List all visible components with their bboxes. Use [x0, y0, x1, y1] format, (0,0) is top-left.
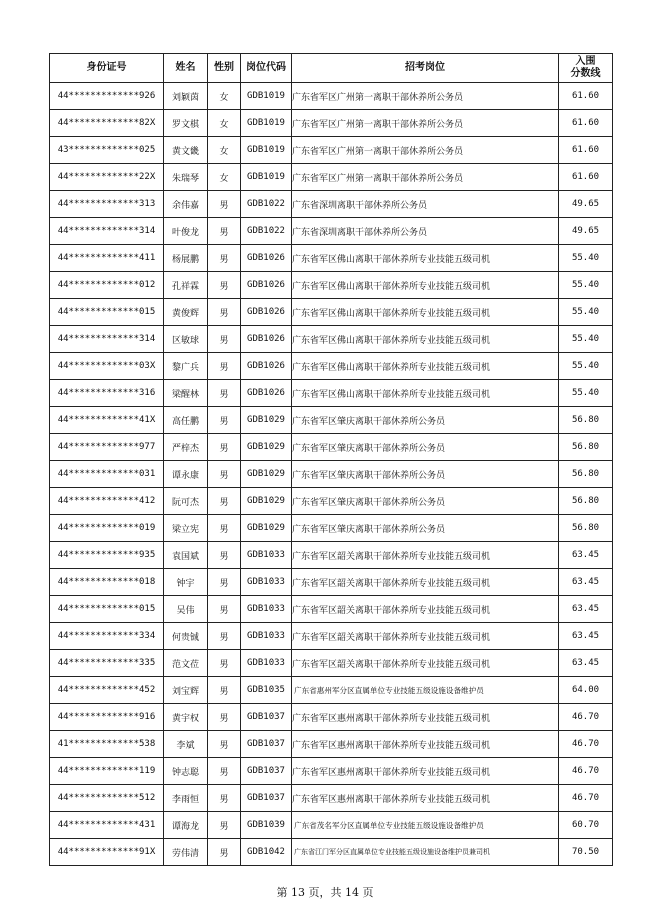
- gender-cell: 男: [208, 218, 241, 245]
- score-cell: 60.70: [559, 812, 613, 839]
- post-cell: 广东省军区广州第一离职干部休养所公务员: [292, 83, 559, 110]
- post-code-cell: GDB1019: [241, 83, 292, 110]
- id-cell: 44*************22X: [50, 164, 164, 191]
- table-header-row: [50, 54, 613, 83]
- table-row: [50, 677, 613, 704]
- name-cell: 劳伟清: [164, 839, 208, 866]
- table-row: [50, 434, 613, 461]
- gender-cell: 男: [208, 434, 241, 461]
- id-cell: 44*************313: [50, 191, 164, 218]
- id-cell: 43*************025: [50, 137, 164, 164]
- score-cell: 63.45: [559, 650, 613, 677]
- id-cell: 44*************512: [50, 785, 164, 812]
- name-cell: 罗文棋: [164, 110, 208, 137]
- name-cell: 黄宇权: [164, 704, 208, 731]
- gender-cell: 男: [208, 191, 241, 218]
- post-code-cell: GDB1033: [241, 623, 292, 650]
- score-cell: 63.45: [559, 542, 613, 569]
- post-cell: 广东省军区惠州离职干部休养所专业技能五级司机: [292, 785, 559, 812]
- name-cell: 孔祥霖: [164, 272, 208, 299]
- post-cell: 广东省军区佛山离职干部休养所专业技能五级司机: [292, 272, 559, 299]
- post-cell: 广东省军区惠州离职干部休养所专业技能五级司机: [292, 758, 559, 785]
- post-cell: 广东省军区韶关离职干部休养所专业技能五级司机: [292, 596, 559, 623]
- post-code-cell: GDB1026: [241, 380, 292, 407]
- id-cell: 44*************335: [50, 650, 164, 677]
- post-cell: 广东省军区肇庆离职干部休养所公务员: [292, 488, 559, 515]
- gender-cell: 男: [208, 677, 241, 704]
- table-row: [50, 380, 613, 407]
- gender-cell: 男: [208, 812, 241, 839]
- post-cell: 广东省军区佛山离职干部休养所专业技能五级司机: [292, 326, 559, 353]
- name-cell: 杨展鹏: [164, 245, 208, 272]
- table-row: [50, 704, 613, 731]
- post-cell: 广东省军区佛山离职干部休养所专业技能五级司机: [292, 380, 559, 407]
- table-row: [50, 596, 613, 623]
- id-cell: 44*************411: [50, 245, 164, 272]
- table-row: [50, 407, 613, 434]
- id-cell: 44*************119: [50, 758, 164, 785]
- name-cell: 叶俊龙: [164, 218, 208, 245]
- id-cell: 44*************314: [50, 218, 164, 245]
- table-row: [50, 137, 613, 164]
- name-cell: 袁国斌: [164, 542, 208, 569]
- score-cell: 46.70: [559, 704, 613, 731]
- table-row: [50, 569, 613, 596]
- post-code-cell: GDB1033: [241, 569, 292, 596]
- post-cell: 广东省惠州军分区直属单位专业技能五级设施设备维护员: [292, 677, 559, 704]
- post-code-cell: GDB1029: [241, 461, 292, 488]
- name-cell: 吴伟: [164, 596, 208, 623]
- table-row: [50, 785, 613, 812]
- post-code-cell: GDB1026: [241, 272, 292, 299]
- post-cell: 广东省军区佛山离职干部休养所专业技能五级司机: [292, 353, 559, 380]
- post-cell: 广东省军区韶关离职干部休养所专业技能五级司机: [292, 623, 559, 650]
- name-cell: 高任鹏: [164, 407, 208, 434]
- gender-cell: 男: [208, 245, 241, 272]
- score-cell: 49.65: [559, 218, 613, 245]
- post-code-cell: GDB1037: [241, 758, 292, 785]
- header-id: 身份证号: [50, 54, 164, 83]
- score-cell: 56.80: [559, 407, 613, 434]
- name-cell: 区敏球: [164, 326, 208, 353]
- score-cell: 70.50: [559, 839, 613, 866]
- header-score: [559, 54, 613, 83]
- id-cell: 44*************41X: [50, 407, 164, 434]
- post-cell: 广东省茂名军分区直属单位专业技能五级设施设备维护员: [292, 812, 559, 839]
- table-row: [50, 83, 613, 110]
- post-cell: 广东省军区广州第一离职干部休养所公务员: [292, 164, 559, 191]
- name-cell: 范文莅: [164, 650, 208, 677]
- id-cell: 44*************977: [50, 434, 164, 461]
- gender-cell: 男: [208, 407, 241, 434]
- gender-cell: 男: [208, 704, 241, 731]
- score-cell: 63.45: [559, 596, 613, 623]
- page-footer: 第 13 页，共 14 页: [276, 886, 374, 899]
- name-cell: 李斌: [164, 731, 208, 758]
- name-cell: 黄俊辉: [164, 299, 208, 326]
- gender-cell: 男: [208, 596, 241, 623]
- id-cell: 44*************334: [50, 623, 164, 650]
- id-cell: 44*************031: [50, 461, 164, 488]
- id-cell: 44*************03X: [50, 353, 164, 380]
- post-code-cell: GDB1029: [241, 434, 292, 461]
- name-cell: 李雨恒: [164, 785, 208, 812]
- score-cell: 55.40: [559, 380, 613, 407]
- table-row: [50, 488, 613, 515]
- post-code-cell: GDB1029: [241, 515, 292, 542]
- name-cell: 梁立宪: [164, 515, 208, 542]
- post-cell: 广东省军区肇庆离职干部休养所公务员: [292, 461, 559, 488]
- id-cell: 44*************82X: [50, 110, 164, 137]
- post-cell: 广东省深圳离职干部休养所公务员: [292, 218, 559, 245]
- table-row: [50, 326, 613, 353]
- id-cell: 44*************935: [50, 542, 164, 569]
- post-code-cell: GDB1022: [241, 218, 292, 245]
- score-cell: 56.80: [559, 461, 613, 488]
- name-cell: 黄文畿: [164, 137, 208, 164]
- id-cell: 44*************015: [50, 299, 164, 326]
- post-code-cell: GDB1033: [241, 542, 292, 569]
- gender-cell: 男: [208, 353, 241, 380]
- gender-cell: 男: [208, 542, 241, 569]
- post-cell: 广东省军区韶关离职干部休养所专业技能五级司机: [292, 569, 559, 596]
- post-code-cell: GDB1029: [241, 407, 292, 434]
- score-cell: 46.70: [559, 785, 613, 812]
- name-cell: 钟宇: [164, 569, 208, 596]
- post-code-cell: GDB1019: [241, 164, 292, 191]
- id-cell: 44*************316: [50, 380, 164, 407]
- id-cell: 44*************012: [50, 272, 164, 299]
- table-row: [50, 191, 613, 218]
- table-row: [50, 650, 613, 677]
- header-score-line1: 入围: [575, 56, 596, 67]
- name-cell: 朱瑞琴: [164, 164, 208, 191]
- name-cell: 刘宝辉: [164, 677, 208, 704]
- gender-cell: 男: [208, 299, 241, 326]
- table-row: [50, 353, 613, 380]
- id-cell: 44*************91X: [50, 839, 164, 866]
- post-cell: 广东省军区肇庆离职干部休养所公务员: [292, 434, 559, 461]
- post-cell: 广东省军区肇庆离职干部休养所公务员: [292, 407, 559, 434]
- gender-cell: 男: [208, 515, 241, 542]
- gender-cell: 女: [208, 83, 241, 110]
- table-row: [50, 542, 613, 569]
- header-gender: 性别: [208, 54, 241, 83]
- name-cell: 黎广兵: [164, 353, 208, 380]
- post-code-cell: GDB1026: [241, 326, 292, 353]
- name-cell: 余伟嘉: [164, 191, 208, 218]
- post-code-cell: GDB1037: [241, 704, 292, 731]
- score-cell: 55.40: [559, 245, 613, 272]
- header-score-line2: 分数线: [570, 68, 601, 79]
- name-cell: 严梓杰: [164, 434, 208, 461]
- score-cell: 55.40: [559, 353, 613, 380]
- gender-cell: 男: [208, 569, 241, 596]
- score-cell: 46.70: [559, 731, 613, 758]
- id-cell: 44*************926: [50, 83, 164, 110]
- table-row: [50, 218, 613, 245]
- post-cell: 广东省深圳离职干部休养所公务员: [292, 191, 559, 218]
- id-cell: 44*************452: [50, 677, 164, 704]
- post-code-cell: GDB1019: [241, 110, 292, 137]
- header-code: 岗位代码: [241, 54, 292, 83]
- post-cell: 广东省江门军分区直属单位专业技能五级设施设备维护员兼司机: [292, 839, 559, 866]
- id-cell: 44*************412: [50, 488, 164, 515]
- score-cell: 46.70: [559, 758, 613, 785]
- id-cell: 41*************538: [50, 731, 164, 758]
- post-code-cell: GDB1019: [241, 137, 292, 164]
- post-code-cell: GDB1026: [241, 299, 292, 326]
- gender-cell: 男: [208, 758, 241, 785]
- table-row: [50, 164, 613, 191]
- gender-cell: 女: [208, 110, 241, 137]
- gender-cell: 男: [208, 650, 241, 677]
- score-cell: 61.60: [559, 137, 613, 164]
- gender-cell: 男: [208, 785, 241, 812]
- header-name: 姓名: [164, 54, 208, 83]
- id-cell: 44*************314: [50, 326, 164, 353]
- id-cell: 44*************019: [50, 515, 164, 542]
- name-cell: 钟志聪: [164, 758, 208, 785]
- name-cell: 谭永康: [164, 461, 208, 488]
- post-code-cell: GDB1033: [241, 650, 292, 677]
- gender-cell: 男: [208, 839, 241, 866]
- post-code-cell: GDB1026: [241, 245, 292, 272]
- table-row: [50, 515, 613, 542]
- score-cell: 56.80: [559, 488, 613, 515]
- table-row: [50, 758, 613, 785]
- table-row: [50, 461, 613, 488]
- post-code-cell: GDB1033: [241, 596, 292, 623]
- table-row: [50, 299, 613, 326]
- table-row: [50, 839, 613, 866]
- id-cell: 44*************916: [50, 704, 164, 731]
- post-code-cell: GDB1022: [241, 191, 292, 218]
- gender-cell: 男: [208, 272, 241, 299]
- post-cell: 广东省军区惠州离职干部休养所专业技能五级司机: [292, 731, 559, 758]
- post-code-cell: GDB1029: [241, 488, 292, 515]
- gender-cell: 女: [208, 137, 241, 164]
- post-code-cell: GDB1037: [241, 731, 292, 758]
- score-cell: 56.80: [559, 434, 613, 461]
- table-row: [50, 272, 613, 299]
- post-cell: 广东省军区肇庆离职干部休养所公务员: [292, 515, 559, 542]
- post-code-cell: GDB1042: [241, 839, 292, 866]
- post-code-cell: GDB1039: [241, 812, 292, 839]
- post-cell: 广东省军区广州第一离职干部休养所公务员: [292, 110, 559, 137]
- post-cell: 广东省军区佛山离职干部休养所专业技能五级司机: [292, 245, 559, 272]
- name-cell: 何贵铖: [164, 623, 208, 650]
- post-cell: 广东省军区惠州离职干部休养所专业技能五级司机: [292, 704, 559, 731]
- gender-cell: 女: [208, 164, 241, 191]
- score-cell: 64.00: [559, 677, 613, 704]
- score-cell: 61.60: [559, 164, 613, 191]
- table-row: [50, 110, 613, 137]
- post-cell: 广东省军区广州第一离职干部休养所公务员: [292, 137, 559, 164]
- gender-cell: 男: [208, 326, 241, 353]
- post-cell: 广东省军区韶关离职干部休养所专业技能五级司机: [292, 542, 559, 569]
- id-cell: 44*************431: [50, 812, 164, 839]
- name-cell: 谭海龙: [164, 812, 208, 839]
- score-cell: 55.40: [559, 272, 613, 299]
- post-cell: 广东省军区佛山离职干部休养所专业技能五级司机: [292, 299, 559, 326]
- name-cell: 阮可杰: [164, 488, 208, 515]
- gender-cell: 男: [208, 488, 241, 515]
- admission-table: [49, 53, 613, 866]
- header-post: 招考岗位: [292, 54, 559, 83]
- table-row: [50, 812, 613, 839]
- post-code-cell: GDB1037: [241, 785, 292, 812]
- table-row: [50, 623, 613, 650]
- score-cell: 55.40: [559, 299, 613, 326]
- post-code-cell: GDB1035: [241, 677, 292, 704]
- id-cell: 44*************018: [50, 569, 164, 596]
- score-cell: 63.45: [559, 569, 613, 596]
- score-cell: 61.60: [559, 83, 613, 110]
- score-cell: 56.80: [559, 515, 613, 542]
- name-cell: 刘颖茵: [164, 83, 208, 110]
- gender-cell: 男: [208, 380, 241, 407]
- table-row: [50, 245, 613, 272]
- name-cell: 梁醒林: [164, 380, 208, 407]
- post-cell: 广东省军区韶关离职干部休养所专业技能五级司机: [292, 650, 559, 677]
- id-cell: 44*************015: [50, 596, 164, 623]
- score-cell: 55.40: [559, 326, 613, 353]
- score-cell: 61.60: [559, 110, 613, 137]
- post-code-cell: GDB1026: [241, 353, 292, 380]
- gender-cell: 男: [208, 461, 241, 488]
- table-row: [50, 731, 613, 758]
- gender-cell: 男: [208, 731, 241, 758]
- score-cell: 63.45: [559, 623, 613, 650]
- gender-cell: 男: [208, 623, 241, 650]
- score-cell: 49.65: [559, 191, 613, 218]
